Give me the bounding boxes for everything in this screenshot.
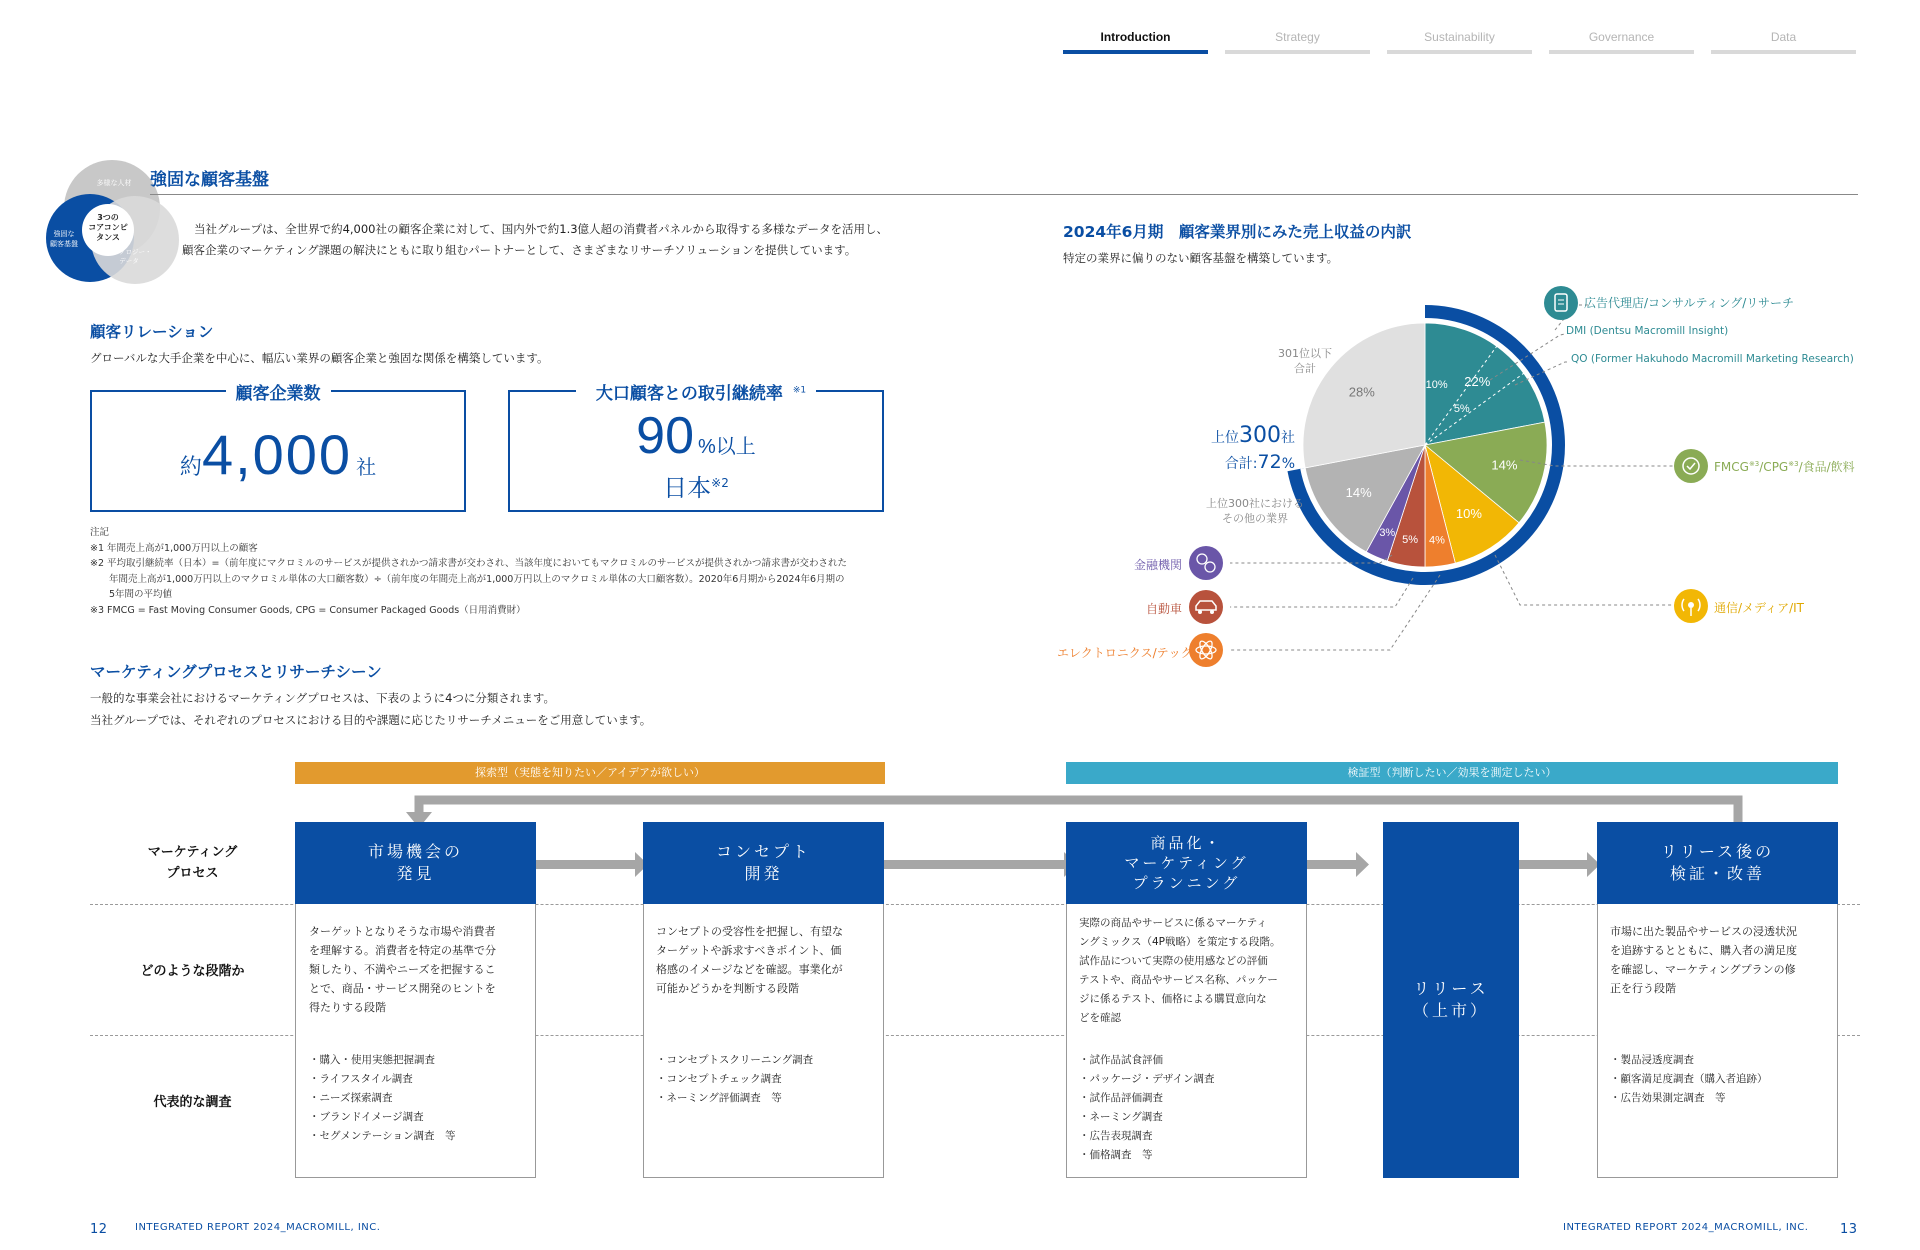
- note-line: 5年間の平均値: [90, 589, 173, 600]
- footer-left-text: INTEGRATED REPORT 2024_MACROMILL, INC.: [135, 1222, 381, 1233]
- sub-slice-label: 10%: [1425, 379, 1448, 392]
- note-line: ※3 FMCG = Fast Moving Consumer Goods, CPG = Consumer Packaged Goods（日用消費財）: [90, 604, 526, 616]
- process-head-market: 市場機会の 発見: [295, 822, 536, 904]
- process-title: マーケティングプロセスとリサーチシーン: [90, 663, 382, 681]
- process-desc-1: 一般的な事業会社におけるマーケティングプロセスは、下表のように4つに分類されます。: [90, 691, 556, 705]
- legend-electronics: エレクトロニクス/テック: [1057, 646, 1193, 660]
- list-item: ・ネーミング調査: [1079, 1111, 1163, 1123]
- process-desc-product: 実際の商品やサービスに係るマーケティ ングミックス（4P戦略）を策定する段階。 試作品について実際の使用感などの評価 テストや、商品やサービス名称、パッケー ジに係るテスト、価格による購買意向な どを確認: [1079, 917, 1281, 1024]
- release-block: リリース （上市）: [1383, 822, 1519, 1178]
- list-item: ・購入・使用実態把握調査: [309, 1054, 435, 1066]
- finance-icon: [1188, 545, 1224, 581]
- note-line: ※1 年間売上高が1,000万円以上の顧客: [90, 542, 258, 554]
- list-item: ・ブランドイメージ調査: [309, 1111, 424, 1123]
- customer-count-value-row: [92, 422, 464, 487]
- process-desc-market: ターゲットとなりそうな市場や消費者 を理解する。消費者を特定の基準で分 類したり、不満やニーズを把握するこ とで、商品・サービス開発のヒントを 得たりする段階: [309, 925, 496, 1014]
- note-line: 注記: [90, 527, 110, 538]
- process-head-concept: コンセプト 開発: [643, 822, 884, 904]
- pie-slice-label: 28%: [1348, 384, 1375, 400]
- list-item: ・ネーミング評価調査 等: [656, 1092, 782, 1104]
- fmcg-icon: [1673, 448, 1709, 484]
- telecom-icon: [1673, 588, 1709, 624]
- list-item: ・コンセプトチェック調査: [656, 1073, 782, 1085]
- survey-list-product: [1079, 1051, 1215, 1165]
- legend-telecom: 通信/メディア/IT: [1714, 601, 1804, 615]
- section-divider: [150, 194, 1858, 195]
- retention-title: 大口顧客との取引継続率 $^{※1}$: [576, 384, 816, 404]
- venn-label-technology: テクノロジー・ データ: [106, 248, 152, 265]
- list-item: ・試作品評価調査: [1079, 1092, 1163, 1104]
- revenue-pie-chart: [1280, 300, 1570, 590]
- customer-count-prefix: 約: [179, 454, 202, 479]
- process-head-review: リリース後の 検証・改善: [1597, 822, 1838, 904]
- legend-auto: 自動車: [1146, 602, 1183, 616]
- tab-strategy[interactable]: Strategy: [1225, 30, 1370, 54]
- intro-paragraph: 当社グループは、全世界で約4,000社の顧客企業に対して、国内外で約1.3億人超の消費者パネルから取得する多様なデータを活用し、顧客企業のマーケティング課題の解決にともに取り組むパートナーとして、さまざまなリサーチソリューションを提供しています。: [182, 222, 889, 257]
- phase-verify-bar: 検証型（判断したい／効果を測定したい）: [1066, 762, 1838, 784]
- pie-slice-label: 4%: [1428, 534, 1445, 547]
- pie-slice-label: 5%: [1402, 533, 1419, 546]
- process-desc-review: 市場に出た製品やサービスの浸透状況 を追跡するとともに、購入者の満足度 を確認し、マーケティングプランの修 正を行う段階: [1610, 925, 1797, 995]
- survey-list-concept: [656, 1051, 813, 1108]
- legend-ad: 広告代理店/コンサルティング/リサーチ: [1584, 296, 1795, 310]
- atom-icon: [1188, 632, 1224, 668]
- relation-title: 顧客リレーション: [90, 323, 214, 341]
- retention-suffix: %以上: [698, 436, 756, 458]
- venn-label-customer: 強固な 顧客基盤: [50, 230, 78, 248]
- process-desc-2: 当社グループでは、それぞれのプロセスにおける目的や課題に応じたリサーチメニューをご用意しています。: [90, 713, 652, 727]
- tab-introduction[interactable]: Introduction: [1063, 30, 1208, 54]
- top300-label: 上位300社 合計:72%: [1211, 423, 1295, 473]
- pie-slice-label: 14%: [1345, 485, 1372, 501]
- retention-value-row: [510, 406, 882, 466]
- survey-list-market: [309, 1051, 455, 1146]
- tab-data[interactable]: Data: [1711, 30, 1856, 54]
- retention-rate-box: [508, 384, 884, 512]
- customer-count-box: [90, 384, 466, 512]
- tab-governance[interactable]: Governance: [1549, 30, 1694, 54]
- list-item: ・セグメンテーション調査 等: [309, 1130, 456, 1142]
- row-label-stage: どのような段階か: [140, 964, 245, 979]
- customer-count-value: 4,000: [201, 423, 353, 486]
- list-item: ・ライフスタイル調査: [309, 1073, 413, 1085]
- retention-value: 90: [636, 407, 695, 465]
- legend-dmi: DMI (Dentsu Macromill Insight): [1566, 325, 1729, 337]
- chart-subtitle: 特定の業界に偏りのない顧客基盤を構築しています。: [1063, 251, 1339, 265]
- ad-agency-icon: [1543, 285, 1579, 321]
- list-item: ・コンセプトスクリーニング調査: [656, 1054, 814, 1066]
- list-item: ・広告効果測定調査 等: [1610, 1092, 1726, 1104]
- pie-slice-label: 22%: [1464, 373, 1491, 389]
- list-item: ・製品浸透度調査: [1610, 1054, 1694, 1066]
- page-number-right: 13: [1840, 1222, 1858, 1237]
- page-number-left: 12: [90, 1222, 108, 1237]
- legend-qo: QO (Former Hakuhodo Macromill Marketing Research): [1571, 353, 1854, 365]
- customer-count-title: 顧客企業数: [226, 384, 331, 404]
- customer-count-suffix: 社: [356, 457, 377, 479]
- venn-label-talent: 多様な人材: [96, 179, 132, 187]
- list-item: ・試作品試食評価: [1079, 1054, 1163, 1066]
- retention-sub: 日本$^{※2}$: [663, 474, 729, 502]
- note-line: 年間売上高が1,000万円以上のマクロミル単体の大口顧客数）÷（前年度の年間売上高が1,000万円以上のマクロミル単体の大口顧客数）。2020年6月期から2024年6月期の: [90, 573, 845, 585]
- venn-label-center: 3つの コアコンピ タンス: [88, 213, 128, 242]
- row-label-survey: 代表的な調査: [153, 1095, 232, 1110]
- relation-desc: グローバルな大手企業を中心に、幅広い業界の顧客企業と強固な関係を構築しています。: [90, 351, 549, 365]
- other300-label: 上位300社における その他の業界: [1206, 497, 1304, 525]
- footer-right-text: INTEGRATED REPORT 2024_MACROMILL, INC.: [1563, 1222, 1809, 1233]
- note-line: ※2 平均取引継続率（日本）=（前年度にマクロミルのサービスが提供されかつ請求書が交わされ、当該年度においてもマクロミルのサービスが提供されかつ請求書が交わされた: [90, 558, 848, 569]
- footnotes: [90, 525, 900, 618]
- pie-slice-label: 10%: [1455, 506, 1482, 522]
- phase-explore-bar: 探索型（実態を知りたい／アイデアが欲しい）: [295, 762, 885, 784]
- row-label-process: マーケティング プロセス: [147, 845, 238, 881]
- survey-list-review: [1610, 1051, 1768, 1108]
- below301-label: 301位以下 合計: [1278, 347, 1332, 375]
- list-item: ・価格調査 等: [1079, 1149, 1153, 1161]
- chart-title: 2024年6月期 顧客業界別にみた売上収益の内訳: [1063, 223, 1412, 241]
- pie-slice-label: 3%: [1379, 527, 1396, 540]
- pie-slice-label: 14%: [1491, 457, 1518, 473]
- list-item: ・広告表現調査: [1079, 1130, 1153, 1142]
- legend-finance: 金融機関: [1134, 558, 1183, 572]
- legend-fmcg: FMCG$^{※3}$/CPG$^{※3}$/食品/飲料: [1714, 460, 1855, 474]
- list-item: ・パッケージ・デザイン調査: [1079, 1073, 1215, 1085]
- list-item: ・ニーズ探索調査: [309, 1092, 393, 1104]
- process-head-product: 商品化・ マーケティング プランニング: [1066, 822, 1307, 904]
- list-item: ・顧客満足度調査（購入者追跡）: [1610, 1073, 1768, 1085]
- tab-sustainability[interactable]: Sustainability: [1387, 30, 1532, 54]
- car-icon: [1188, 589, 1224, 625]
- sub-slice-label: 5%: [1453, 403, 1470, 416]
- process-desc-concept: コンセプトの受容性を把握し、有望な ターゲットや訴求すべきポイント、価 格感のイメージなどを確認。事業化が 可能かどうかを判断する段階: [656, 925, 843, 995]
- section-title-customer-base: 強固な顧客基盤: [150, 170, 269, 190]
